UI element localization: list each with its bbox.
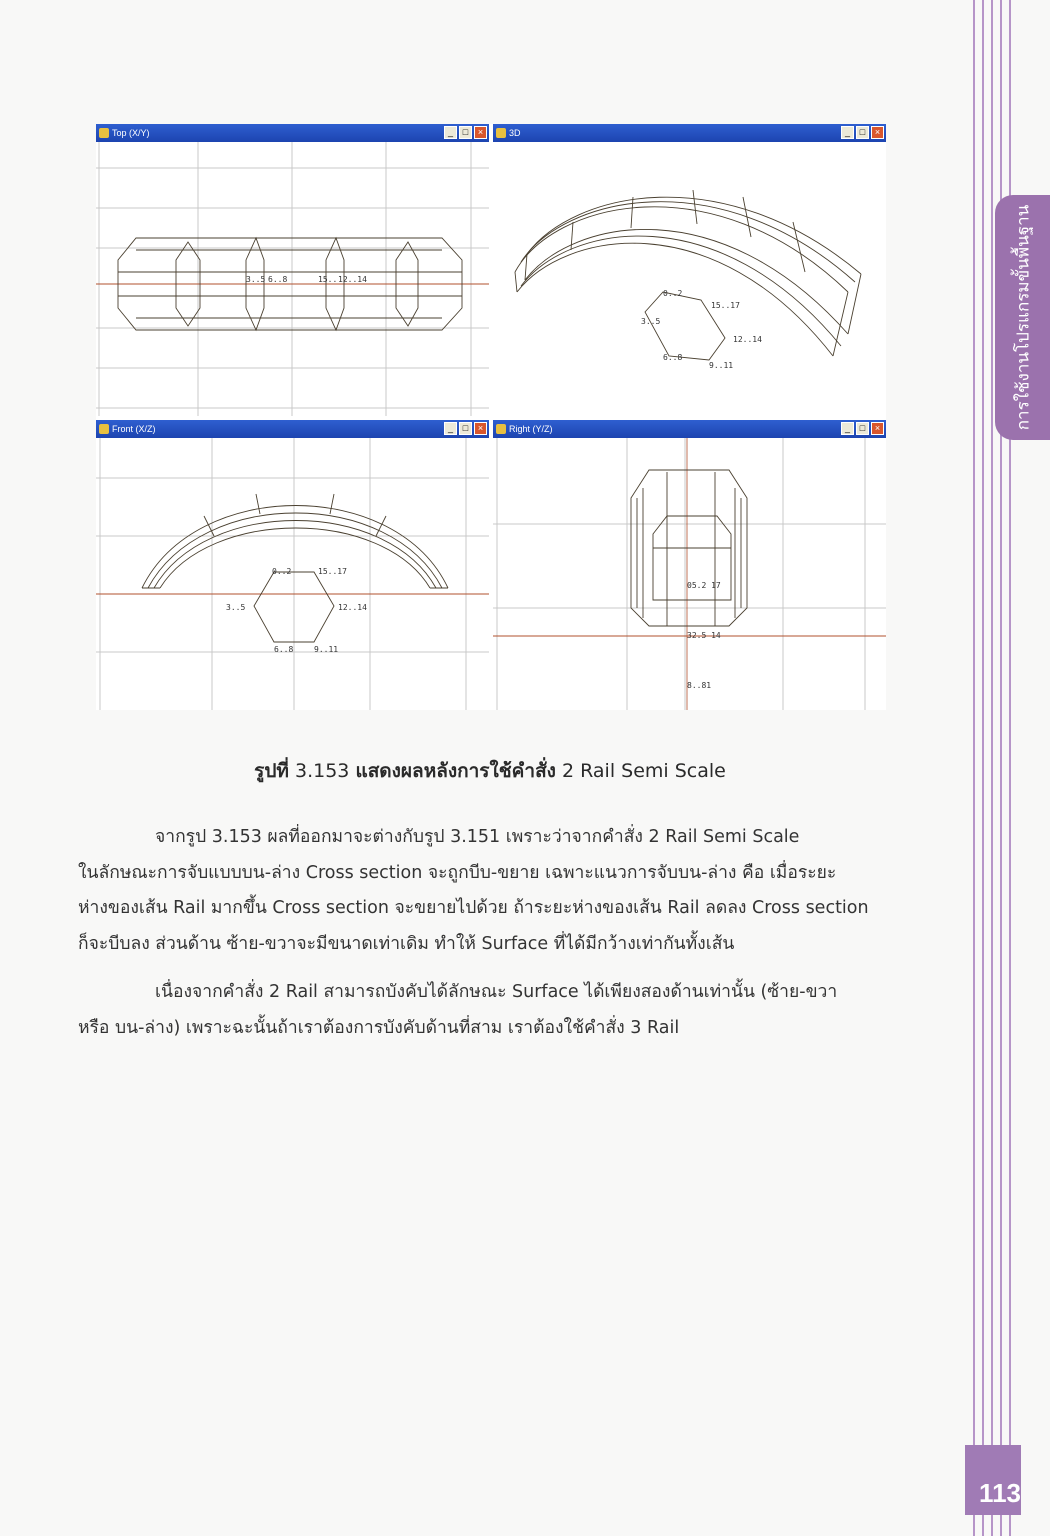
point-label: 3..5 <box>226 603 246 612</box>
paragraph-line: หรือ บน-ล่าง) เพราะฉะนั้นถ้าเราต้องการบังคับด้านที่สาม เราต้องใช้คำสั่ง 3 Rail <box>78 1017 680 1038</box>
minimize-button[interactable]: _ <box>444 422 457 435</box>
point-label: 12..14 <box>338 275 367 284</box>
point-label: 6..8 <box>268 275 288 284</box>
close-button[interactable]: × <box>474 126 487 139</box>
maximize-button[interactable]: □ <box>856 126 869 139</box>
perspective-view-drawing <box>493 142 886 416</box>
point-label: 15..17 <box>318 567 347 576</box>
paragraph-line: ในลักษณะการจับแบบบน-ล่าง Cross section จะถูกบีบ-ขยาย เฉพาะแนวการจับบน-ล่าง คือ เมื่อระยะ <box>78 862 837 883</box>
viewport-front[interactable] <box>96 420 489 710</box>
app-icon <box>99 424 109 434</box>
viewport-titlebar[interactable] <box>96 124 489 142</box>
figure-caption <box>0 756 980 786</box>
viewport-title: 3D <box>509 128 521 138</box>
point-label: 12..14 <box>338 603 367 612</box>
point-label: 32.5 14 <box>687 631 721 640</box>
app-icon <box>99 128 109 138</box>
rhino-viewports-figure <box>96 124 886 710</box>
chapter-tab-label: การใช้งานโปรแกรมขั้นพื้นฐาน <box>1013 204 1034 431</box>
viewport-title: Front (X/Z) <box>112 424 156 434</box>
point-label: 6..8 <box>274 645 294 654</box>
minimize-button[interactable]: _ <box>841 422 854 435</box>
close-button[interactable]: × <box>871 126 884 139</box>
page-number: 113 <box>979 1478 1021 1508</box>
viewport-right[interactable] <box>493 420 886 710</box>
viewport-top[interactable] <box>96 124 489 416</box>
viewport-titlebar[interactable] <box>493 124 886 142</box>
viewport-canvas[interactable] <box>493 438 886 710</box>
caption-title: แสดงผลหลังการใช้คำสั่ง <box>355 760 556 782</box>
point-label: 15..17 <box>711 301 740 310</box>
caption-number: 3.153 <box>295 760 350 782</box>
app-icon <box>496 128 506 138</box>
viewport-canvas[interactable] <box>493 142 886 416</box>
paragraph-line: จากรูป 3.153 ผลที่ออกมาจะต่างกับรูป 3.151 เพราะว่าจากคำสั่ง 2 Rail Semi Scale <box>155 827 800 847</box>
point-label: 3..5 <box>246 275 266 284</box>
point-label: 15.. <box>318 275 338 284</box>
viewport-canvas[interactable] <box>96 142 489 416</box>
paragraph-line: ห่างของเส้น Rail มากขึ้น Cross section จะขยายไปด้วย ถ้าระยะห่างของเส้น Rail ลดลง Cross section <box>78 898 869 918</box>
point-label: 9..11 <box>314 645 339 654</box>
caption-prefix: รูปที่ <box>254 760 289 782</box>
viewport-titlebar[interactable] <box>96 420 489 438</box>
viewport-canvas[interactable] <box>96 438 489 710</box>
viewport-title: Right (Y/Z) <box>509 424 553 434</box>
paragraph-line: เนื่องจากคำสั่ง 2 Rail สามารถบังคับได้ลักษณะ Surface ได้เพียงสองด้านเท่านั้น (ซ้าย-ขวา <box>155 982 838 1002</box>
point-label: 9..11 <box>709 361 734 370</box>
close-button[interactable]: × <box>871 422 884 435</box>
point-label: 0..2 <box>663 289 683 298</box>
maximize-button[interactable]: □ <box>856 422 869 435</box>
chapter-tab-label-wrap <box>1000 200 1045 435</box>
top-view-drawing <box>96 142 489 416</box>
point-label: 8..81 <box>687 681 712 690</box>
viewport-3d[interactable] <box>493 124 886 416</box>
point-label: 3..5 <box>641 317 661 326</box>
minimize-button[interactable]: _ <box>444 126 457 139</box>
maximize-button[interactable]: □ <box>459 126 472 139</box>
front-view-drawing <box>96 438 489 710</box>
paragraph-2 <box>78 975 902 1046</box>
point-label: 0..2 <box>272 567 292 576</box>
viewport-title: Top (X/Y) <box>112 128 150 138</box>
paragraph-1 <box>78 820 902 962</box>
point-label: 6..8 <box>663 353 683 362</box>
viewport-titlebar[interactable] <box>493 420 886 438</box>
caption-command: 2 Rail Semi Scale <box>561 760 726 782</box>
close-button[interactable]: × <box>474 422 487 435</box>
point-label: 12..14 <box>733 335 762 344</box>
app-icon <box>496 424 506 434</box>
right-view-drawing <box>493 438 886 710</box>
minimize-button[interactable]: _ <box>841 126 854 139</box>
maximize-button[interactable]: □ <box>459 422 472 435</box>
paragraph-line: ก็จะบีบลง ส่วนด้าน ซ้าย-ขวาจะมีขนาดเท่าเดิม ทำให้ Surface ที่ได้มีกว้างเท่ากันทั้งเส้น <box>78 933 735 954</box>
point-label: 05.2 17 <box>687 581 721 590</box>
